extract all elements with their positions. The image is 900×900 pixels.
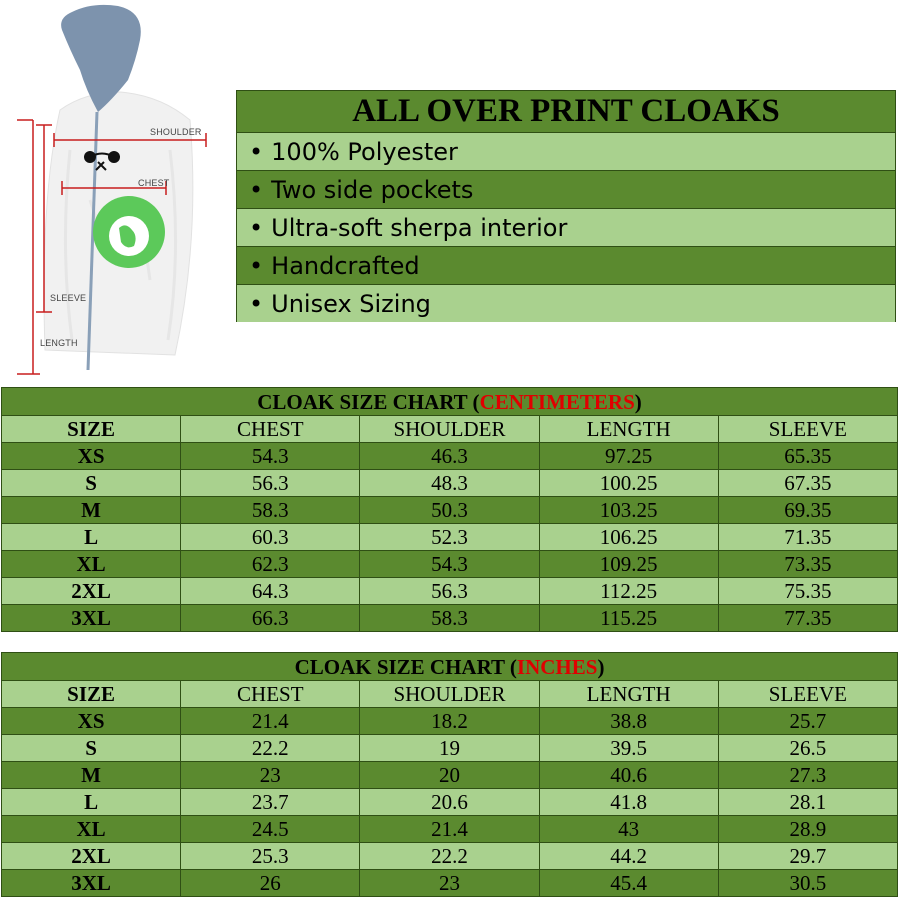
col-header-size: SIZE <box>2 681 181 708</box>
col-header-length: LENGTH <box>539 416 718 443</box>
table-row <box>2 789 898 816</box>
table-row <box>2 870 898 897</box>
value-cell: 109.25 <box>539 551 718 578</box>
size-cell: XS <box>2 443 181 470</box>
table-row <box>2 735 898 762</box>
unit-label: CENTIMETERS <box>479 389 635 414</box>
value-cell: 22.2 <box>360 843 539 870</box>
size-cell: XS <box>2 708 181 735</box>
value-cell: 21.4 <box>181 708 360 735</box>
value-cell: 19 <box>360 735 539 762</box>
feature-text: Handcrafted <box>271 251 420 280</box>
table-header-row <box>2 681 898 708</box>
feature-item: • Ultra-soft sherpa interior <box>237 209 895 247</box>
table-row <box>2 843 898 870</box>
value-cell: 28.9 <box>718 816 897 843</box>
value-cell: 100.25 <box>539 470 718 497</box>
value-cell: 25.7 <box>718 708 897 735</box>
value-cell: 112.25 <box>539 578 718 605</box>
value-cell: 45.4 <box>539 870 718 897</box>
value-cell: 106.25 <box>539 524 718 551</box>
value-cell: 25.3 <box>181 843 360 870</box>
value-cell: 56.3 <box>181 470 360 497</box>
size-cell: S <box>2 735 181 762</box>
size-cell: 3XL <box>2 870 181 897</box>
value-cell: 75.35 <box>718 578 897 605</box>
value-cell: 23.7 <box>181 789 360 816</box>
col-header-size: SIZE <box>2 416 181 443</box>
size-cell: 3XL <box>2 605 181 632</box>
shoulder-label: SHOULDER <box>150 127 202 137</box>
cloak-measurement-figure <box>0 0 230 380</box>
size-cell: 2XL <box>2 578 181 605</box>
table-row <box>2 762 898 789</box>
value-cell: 115.25 <box>539 605 718 632</box>
size-cell: L <box>2 524 181 551</box>
value-cell: 24.5 <box>181 816 360 843</box>
value-cell: 38.8 <box>539 708 718 735</box>
value-cell: 65.35 <box>718 443 897 470</box>
value-cell: 58.3 <box>360 605 539 632</box>
table-title: CLOAK SIZE CHART (CENTIMETERS) <box>2 388 898 416</box>
col-header-sleeve: SLEEVE <box>718 416 897 443</box>
value-cell: 54.3 <box>360 551 539 578</box>
chest-label: CHEST <box>138 178 170 188</box>
feature-text: Ultra-soft sherpa interior <box>271 213 568 242</box>
size-cell: M <box>2 497 181 524</box>
value-cell: 103.25 <box>539 497 718 524</box>
value-cell: 40.6 <box>539 762 718 789</box>
table-row <box>2 605 898 632</box>
value-cell: 21.4 <box>360 816 539 843</box>
feature-text: 100% Polyester <box>271 137 458 166</box>
value-cell: 39.5 <box>539 735 718 762</box>
value-cell: 60.3 <box>181 524 360 551</box>
sleeve-label: SLEEVE <box>50 293 87 303</box>
value-cell: 97.25 <box>539 443 718 470</box>
table-row <box>2 443 898 470</box>
value-cell: 22.2 <box>181 735 360 762</box>
col-header-length: LENGTH <box>539 681 718 708</box>
table-title: CLOAK SIZE CHART (INCHES) <box>2 653 898 681</box>
table-row <box>2 578 898 605</box>
feature-item: • Unisex Sizing <box>237 285 895 322</box>
feature-text: Two side pockets <box>271 175 474 204</box>
value-cell: 66.3 <box>181 605 360 632</box>
unit-label: INCHES <box>516 654 598 679</box>
value-cell: 43 <box>539 816 718 843</box>
value-cell: 71.35 <box>718 524 897 551</box>
value-cell: 26.5 <box>718 735 897 762</box>
table-row <box>2 470 898 497</box>
size-cell: XL <box>2 551 181 578</box>
table-row <box>2 497 898 524</box>
size-chart-inches <box>1 652 898 897</box>
value-cell: 67.35 <box>718 470 897 497</box>
value-cell: 77.35 <box>718 605 897 632</box>
features-panel <box>236 90 896 322</box>
col-header-shoulder: SHOULDER <box>360 681 539 708</box>
value-cell: 64.3 <box>181 578 360 605</box>
feature-item: • 100% Polyester <box>237 133 895 171</box>
value-cell: 20.6 <box>360 789 539 816</box>
features-title: ALL OVER PRINT CLOAKS <box>237 91 895 133</box>
table-header-row <box>2 416 898 443</box>
value-cell: 50.3 <box>360 497 539 524</box>
value-cell: 23 <box>181 762 360 789</box>
value-cell: 18.2 <box>360 708 539 735</box>
value-cell: 23 <box>360 870 539 897</box>
table-row <box>2 708 898 735</box>
size-cell: XL <box>2 816 181 843</box>
size-cell: M <box>2 762 181 789</box>
col-header-chest: CHEST <box>181 681 360 708</box>
value-cell: 62.3 <box>181 551 360 578</box>
value-cell: 58.3 <box>181 497 360 524</box>
value-cell: 30.5 <box>718 870 897 897</box>
value-cell: 69.35 <box>718 497 897 524</box>
size-cell: S <box>2 470 181 497</box>
length-label: LENGTH <box>40 338 78 348</box>
value-cell: 73.35 <box>718 551 897 578</box>
feature-item: • Two side pockets <box>237 171 895 209</box>
col-header-chest: CHEST <box>181 416 360 443</box>
value-cell: 41.8 <box>539 789 718 816</box>
value-cell: 48.3 <box>360 470 539 497</box>
value-cell: 28.1 <box>718 789 897 816</box>
value-cell: 46.3 <box>360 443 539 470</box>
col-header-shoulder: SHOULDER <box>360 416 539 443</box>
cloak-illustration <box>0 0 230 380</box>
feature-text: Unisex Sizing <box>271 289 431 318</box>
table-row <box>2 551 898 578</box>
value-cell: 44.2 <box>539 843 718 870</box>
value-cell: 56.3 <box>360 578 539 605</box>
value-cell: 20 <box>360 762 539 789</box>
table-row <box>2 524 898 551</box>
size-cell: L <box>2 789 181 816</box>
table-row <box>2 816 898 843</box>
value-cell: 29.7 <box>718 843 897 870</box>
size-chart-centimeters <box>1 387 898 632</box>
value-cell: 54.3 <box>181 443 360 470</box>
size-cell: 2XL <box>2 843 181 870</box>
col-header-sleeve: SLEEVE <box>718 681 897 708</box>
feature-item: • Handcrafted <box>237 247 895 285</box>
value-cell: 27.3 <box>718 762 897 789</box>
value-cell: 52.3 <box>360 524 539 551</box>
value-cell: 26 <box>181 870 360 897</box>
